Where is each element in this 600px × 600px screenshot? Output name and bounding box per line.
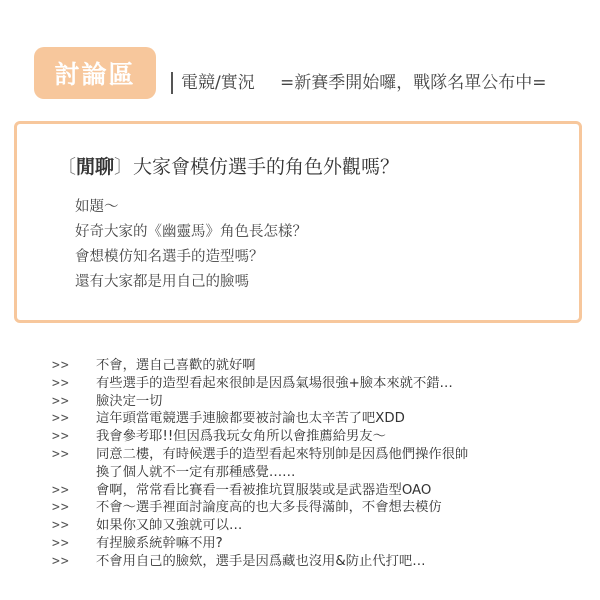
announcement-text: =新賽季開始囉，戰隊名單公布中= — [280, 73, 547, 93]
forum-badge[interactable] — [34, 47, 156, 99]
reply-item — [52, 482, 592, 500]
reply-item — [52, 446, 592, 482]
reply-marker: >> — [52, 500, 70, 516]
reply-item — [52, 410, 592, 428]
reply-text: 會啊，常常看比賽看一看被推坑買服裝或是武器造型OAO — [96, 482, 432, 498]
reply-text: 如果你又帥又強就可以… — [96, 518, 243, 534]
reply-text: 同意二樓，有時候選手的造型看起來特別帥是因爲他們操作很帥 換了個人就不一定有那種感覺…… — [96, 446, 469, 480]
reply-text: 不會，選自己喜歡的就好啊 — [96, 358, 256, 373]
reply-text: 不會用自己的臉欸，選手是因爲藏也沒用&防止代打吧… — [96, 553, 426, 569]
post-title: 大家會模仿選手的角色外觀嗎？ — [133, 156, 400, 178]
reply-marker: >> — [52, 375, 70, 391]
reply-marker: >> — [52, 411, 70, 427]
reply-marker: >> — [52, 535, 70, 551]
post-body-line: 還有大家都是用自己的臉嗎 — [75, 274, 249, 290]
post-body-line: 如題～ — [75, 199, 119, 215]
post-body-line: 好奇大家的《幽靈馬》角色長怎樣？ — [75, 224, 307, 240]
post-card — [14, 121, 582, 323]
reply-text: 有些選手的造型看起來很帥是因爲氣場很強+臉本來就不錯… — [96, 375, 453, 391]
reply-item — [52, 535, 592, 553]
tag-bracket-close: 〕 — [114, 156, 134, 178]
reply-marker: >> — [52, 518, 70, 534]
board-name[interactable]: 電競/實況 — [181, 73, 255, 93]
reply-marker: >> — [52, 393, 70, 409]
reply-text: 不會～選手裡面討論度高的也大多長得滿帥，不會想去模仿 — [96, 500, 442, 516]
post-body-line: 會想模仿知名選手的造型嗎？ — [75, 249, 264, 265]
post-tag: 閒聊 — [76, 156, 115, 178]
reply-item — [52, 517, 592, 535]
reply-marker: >> — [52, 446, 70, 462]
reply-marker: >> — [52, 429, 70, 445]
reply-text: 我會參考耶!!但因爲我玩女角所以會推薦給男友～ — [96, 429, 386, 445]
post-title-line[interactable] — [57, 152, 399, 179]
reply-item — [52, 428, 592, 446]
reply-item — [52, 393, 592, 411]
reply-text: 臉決定一切 — [96, 393, 163, 409]
reply-marker: >> — [52, 358, 70, 373]
reply-item — [52, 499, 592, 517]
reply-item — [52, 357, 592, 375]
reply-text: 這年頭當電競選手連臉都要被討論也太辛苦了吧XDD — [96, 411, 405, 427]
reply-item — [52, 375, 592, 393]
reply-item — [52, 553, 592, 571]
section-divider — [171, 72, 173, 94]
post-body — [75, 195, 307, 295]
forum-label: 討論區 — [54, 60, 136, 89]
reply-text: 有捏臉系統幹嘛不用? — [96, 535, 223, 551]
tag-bracket-open: 〔 — [57, 156, 77, 178]
reply-list — [52, 357, 592, 571]
reply-marker: >> — [52, 553, 70, 569]
reply-marker: >> — [52, 482, 70, 498]
